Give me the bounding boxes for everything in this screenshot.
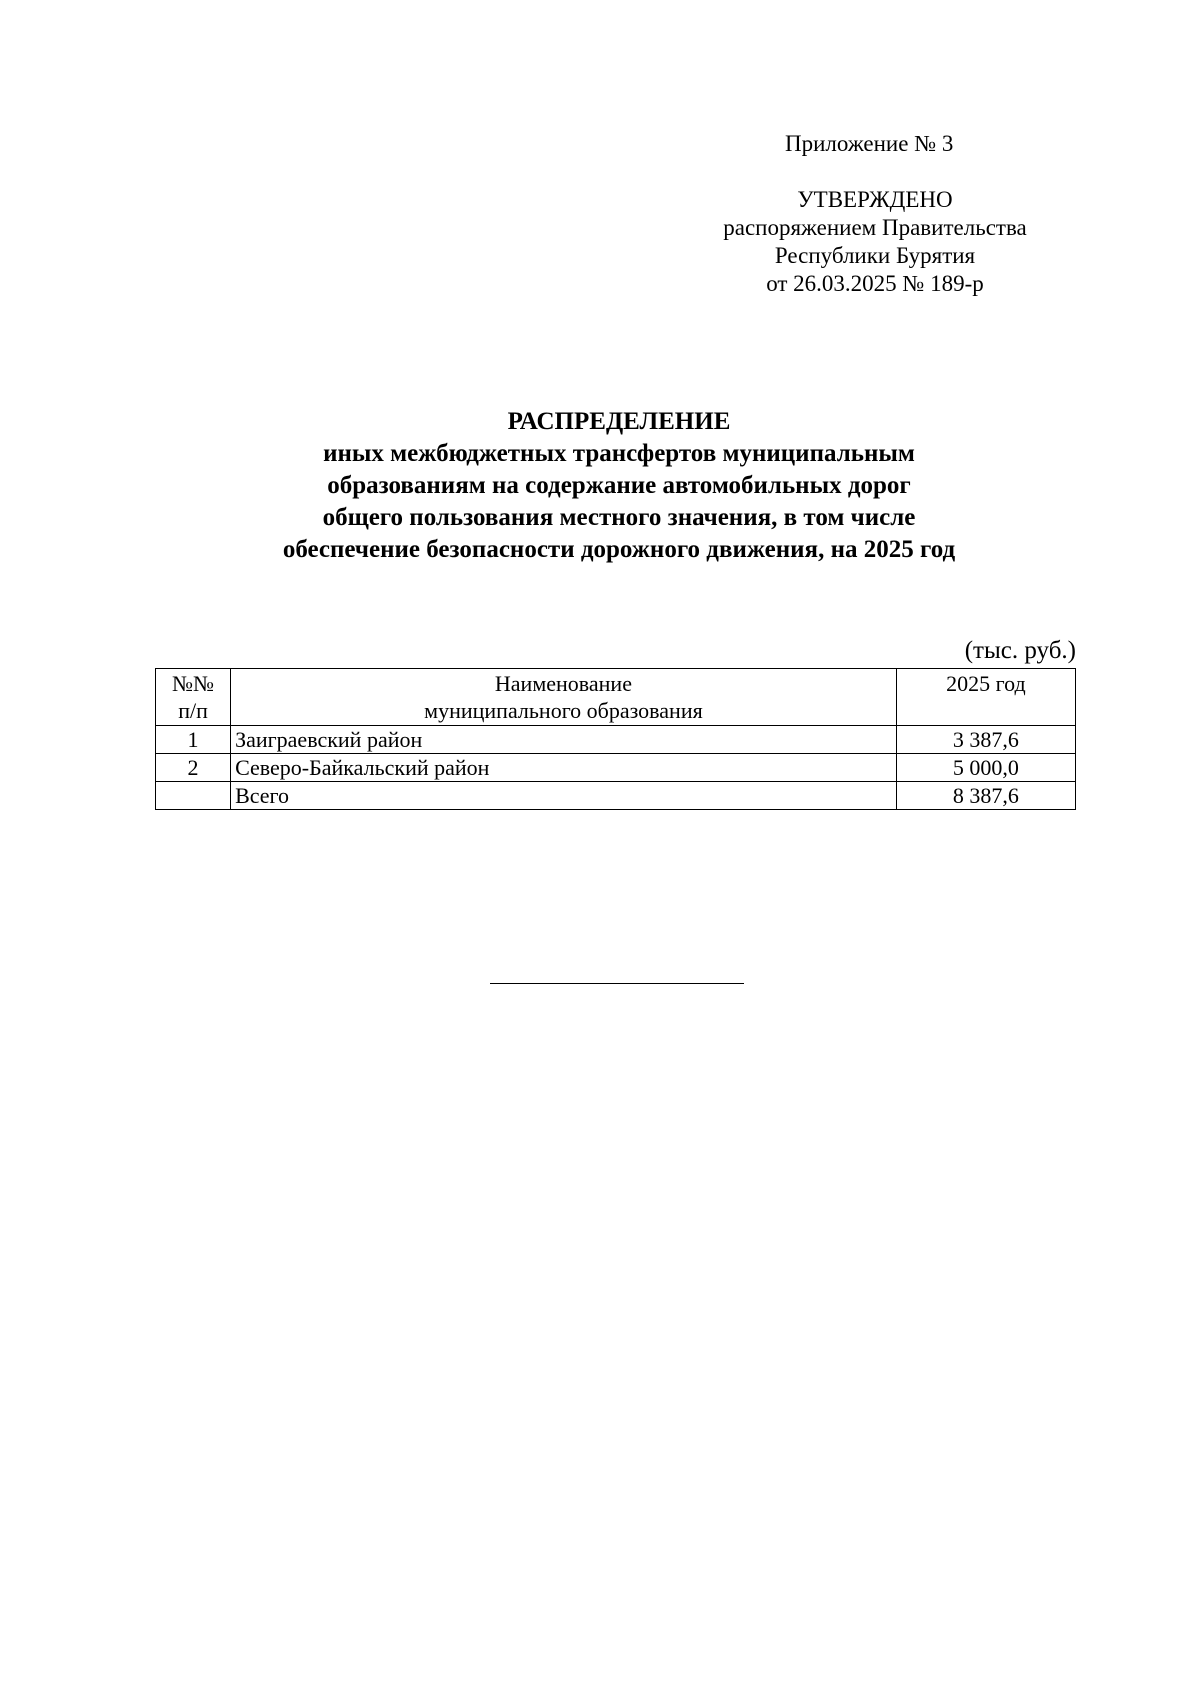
header-name-line: муниципального образования xyxy=(424,698,703,723)
title-line: образованиям на содержание автомобильных дорог xyxy=(327,472,911,499)
cell-num: 1 xyxy=(156,726,231,754)
approval-block xyxy=(690,186,1060,298)
appendix-label: Приложение № 3 xyxy=(785,131,954,156)
header-value: 2025 год xyxy=(896,669,1075,726)
title-line: иных межбюджетных трансфертов муниципальным xyxy=(323,440,915,467)
title-heading: РАСПРЕДЕЛЕНИЕ xyxy=(507,408,731,435)
cell-value: 5 000,0 xyxy=(896,754,1075,782)
cell-num: 2 xyxy=(156,754,231,782)
table-header-row xyxy=(156,669,1076,726)
table-total-row xyxy=(156,782,1076,810)
table-row xyxy=(156,726,1076,754)
title-line: общего пользования местного значения, в том числе xyxy=(322,504,916,531)
approval-title: УТВЕРЖДЕНО xyxy=(797,187,953,212)
header-name-line: Наименование xyxy=(494,671,632,696)
cell-value: 3 387,6 xyxy=(896,726,1075,754)
cell-name: Всего xyxy=(231,782,897,810)
document-title xyxy=(160,406,1078,566)
approval-date: от 26.03.2025 № 189-р xyxy=(766,271,984,296)
distribution-table xyxy=(155,668,1076,810)
title-line: обеспечение безопасности дорожного движения, на 2025 год xyxy=(282,536,956,563)
units-label: (тыс. руб.) xyxy=(964,637,1076,664)
cell-num xyxy=(156,782,231,810)
approval-line: Республики Бурятия xyxy=(774,243,976,268)
cell-value: 8 387,6 xyxy=(896,782,1075,810)
header-num xyxy=(156,669,231,726)
header-num-line: п/п xyxy=(178,698,208,723)
header-num-line: №№ xyxy=(172,671,215,696)
table-row xyxy=(156,754,1076,782)
header-name xyxy=(231,669,897,726)
cell-name: Заиграевский район xyxy=(231,726,897,754)
closing-divider xyxy=(490,983,744,984)
cell-name: Северо-Байкальский район xyxy=(231,754,897,782)
approval-line: распоряжением Правительства xyxy=(723,215,1027,240)
